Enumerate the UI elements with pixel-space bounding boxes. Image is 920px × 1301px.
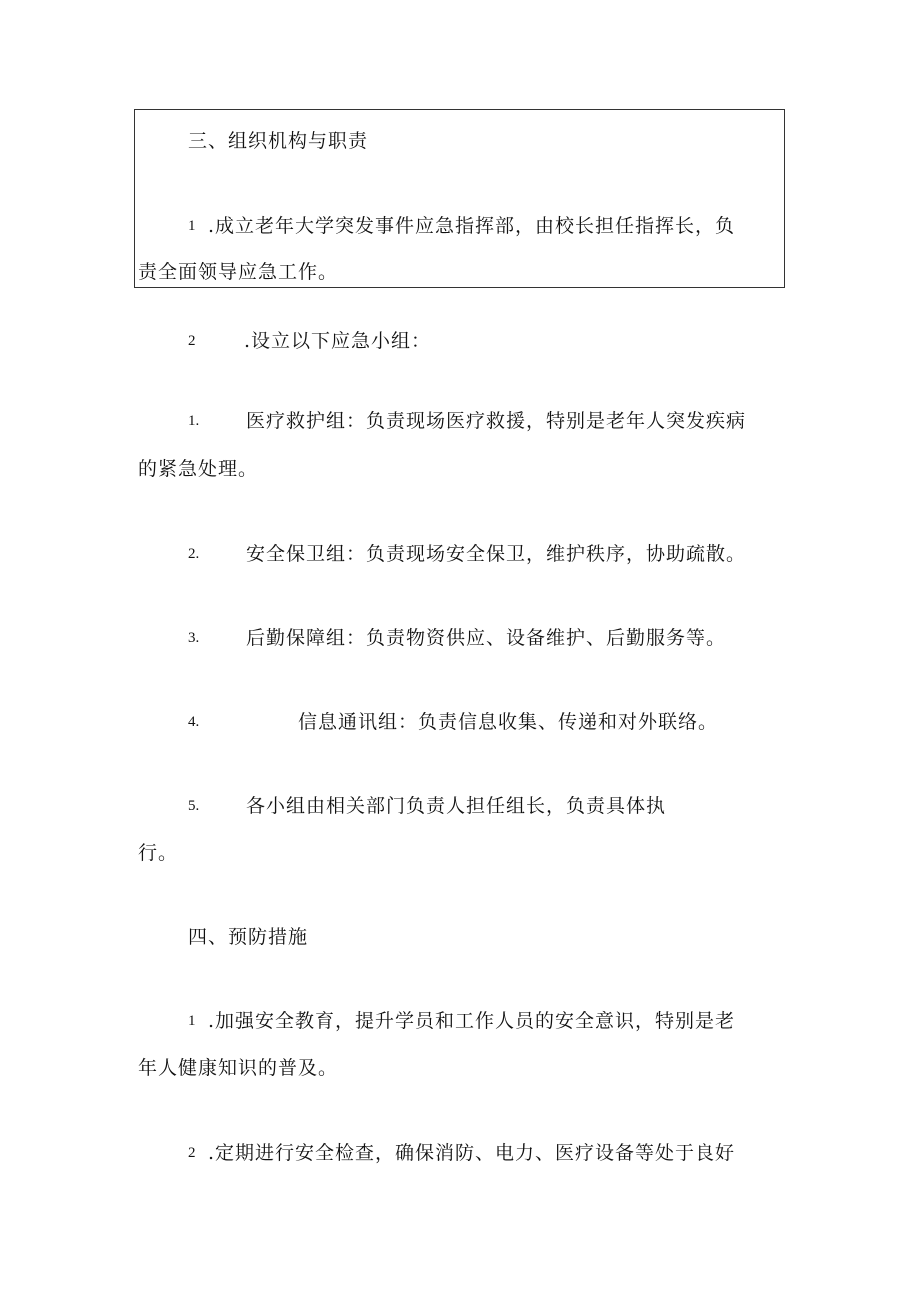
subitem-number: 2. — [188, 546, 200, 562]
item-text-line: 责全面领导应急工作。 — [138, 261, 339, 283]
item-number: 1 — [188, 218, 196, 234]
item-number: 1 — [188, 1013, 196, 1029]
subitem-number: 1. — [188, 413, 200, 429]
subitem-text-line: 的紧急处理。 — [138, 458, 259, 480]
item-number: 2 — [188, 1145, 196, 1161]
subitem-text-line: 行。 — [138, 842, 179, 864]
item-text-line: .加强安全教育，提升学员和工作人员的安全意识，特别是老 — [208, 1010, 736, 1032]
subitem-text-line: 医疗救护组：负责现场医疗救援，特别是老年人突发疾病 — [246, 410, 747, 432]
item-text-line: .成立老年大学突发事件应急指挥部，由校长担任指挥长，负 — [208, 215, 736, 237]
item-text-line: .定期进行安全检查，确保消防、电力、医疗设备等处于良好 — [208, 1142, 736, 1164]
subitem-text-line: 各小组由相关部门负责人担任组长，负责具体执 — [246, 795, 667, 817]
subitem-number: 5. — [188, 798, 200, 814]
subitem-number: 3. — [188, 630, 200, 646]
item-text-line: .设立以下应急小组： — [244, 330, 432, 352]
section-heading-4: 四、预防措施 — [188, 926, 309, 948]
subitem-text-line: 后勤保障组：负责物资供应、设备维护、后勤服务等。 — [246, 627, 727, 649]
subitem-text-line: 信息通讯组：负责信息收集、传递和对外联络。 — [298, 711, 719, 733]
item-text-line: 年人健康知识的普及。 — [138, 1057, 339, 1079]
section-heading-3: 三、组织机构与职责 — [188, 130, 369, 152]
subitem-number: 4. — [188, 714, 200, 730]
item-number: 2 — [188, 333, 196, 349]
subitem-text-line: 安全保卫组：负责现场安全保卫，维护秩序，协助疏散。 — [246, 543, 747, 565]
